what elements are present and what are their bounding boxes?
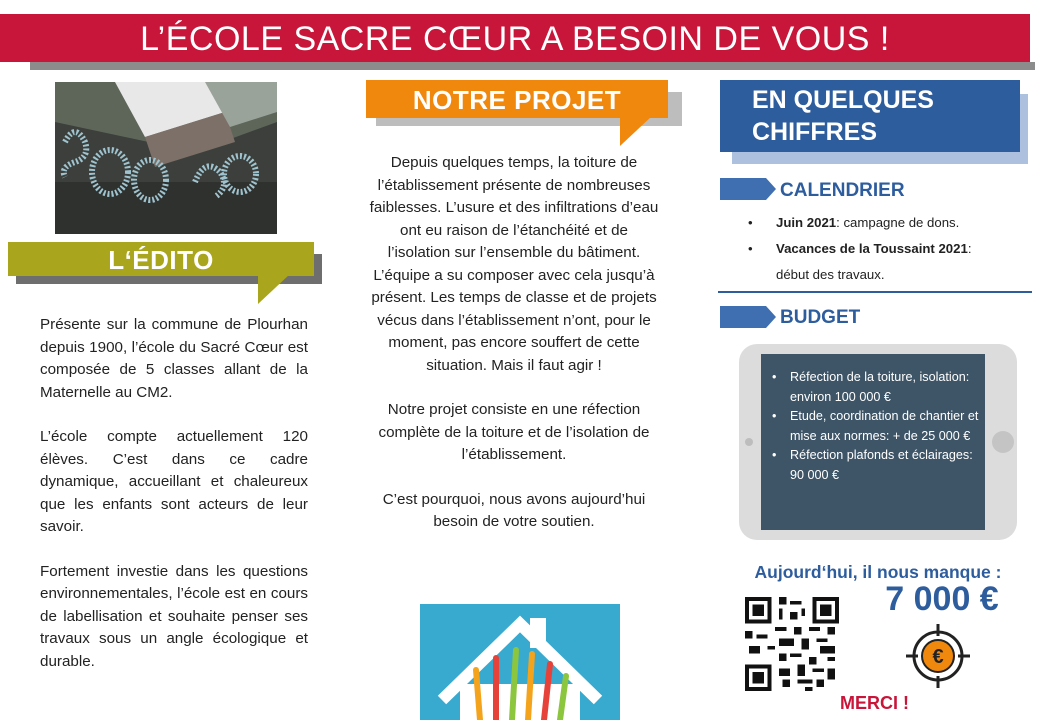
calendrier-item-date: Vacances de la Toussaint 2021 [776, 241, 968, 256]
bullet-icon: • [772, 409, 777, 423]
section-divider [718, 291, 1032, 293]
edito-paragraph: Présente sur la commune de Plourhan depuis 1900, l’école du Sacré Cœur est composée de 5 classes allant de la Maternelle au CM2. [40, 316, 308, 401]
euro-target-icon [904, 622, 972, 690]
budget-item [770, 407, 980, 446]
tablet-camera-icon [745, 438, 753, 446]
bullet-icon: • [772, 448, 777, 462]
calendrier-item-text: début des travaux. [776, 267, 885, 282]
budget-arrow-icon [720, 306, 776, 328]
banner-shadow [30, 62, 1035, 70]
budget-item-text: Réfection plafonds et éclairages: 90 000 € [790, 448, 973, 482]
edito-body [40, 314, 308, 695]
projet-paragraph: Notre projet consiste en une réfection complète de la toiture et de l’isolation de l’établissement. [378, 401, 650, 463]
calendrier-item-continued [748, 262, 1028, 288]
edito-paragraph: L’école compte actuellement 120 élèves. C’est dans ce cadre dynamique, accueillant et chaleureux que les enfants sont acteurs de leur savoir. [40, 428, 308, 535]
budget-item [770, 368, 980, 407]
tablet-home-button-icon [992, 431, 1014, 453]
calendrier-item [748, 210, 1028, 236]
projet-heading: NOTRE PROJET [412, 85, 622, 115]
calendrier-list [748, 210, 1028, 288]
budget-list [770, 368, 980, 485]
chiffres-heading-line: EN QUELQUES [752, 86, 934, 114]
edito-tag-tail [258, 274, 290, 304]
missing-amount-value: 7 000 € [885, 580, 999, 618]
calendrier-arrow-icon [720, 178, 776, 200]
page-title: L’ÉCOLE SACRE CŒUR A BESOIN DE VOUS ! [140, 20, 890, 58]
bullet-icon: • [748, 241, 753, 256]
projet-paragraph: Depuis quelques temps, la toiture de l’établissement présente de nombreuses faiblesses. L’usure et des infiltrations d’eau ont eu raison de l’étanchéité et de l’isolation sur l’ensemble du bâtiment. L’équipe a su composer avec cela jusqu’à présent. Les temps de classe et de projets vécus dans l’établissement n’ont, pour le moment, pas encore souffert de cette situation. Mais il faut agir ! [369, 154, 659, 374]
chiffres-heading-line: CHIFFRES [752, 118, 877, 146]
missing-amount-label: Aujourd‘hui, il nous manque : [754, 562, 1002, 582]
calendrier-title: CALENDRIER [780, 180, 905, 201]
school-aerial-photo [55, 82, 277, 234]
budget-item-text: Etude, coordination de chantier et mise aux normes: + de 25 000 € [790, 409, 979, 443]
budget-item-text: Réfection de la toiture, isolation: environ 100 000 € [790, 370, 970, 404]
calendrier-item [748, 236, 1028, 262]
budget-title: BUDGET [780, 307, 861, 328]
budget-item [770, 446, 980, 485]
calendrier-item-text: : campagne de dons. [836, 215, 960, 230]
projet-tag-tail [620, 116, 652, 146]
edito-paragraph: Fortement investie dans les questions environnementales, l’école est en cours de labellisation et souhaite penser ses travaux sous un angle écologique et durable. [40, 562, 308, 670]
thanks-text: MERCI ! [840, 693, 909, 713]
projet-body [368, 152, 660, 556]
euro-symbol: € [932, 646, 944, 668]
house-hands-illustration [420, 604, 620, 720]
bullet-icon: • [772, 370, 777, 384]
qr-code-icon[interactable] [745, 597, 839, 691]
edito-heading: L‘ÉDITO [108, 245, 214, 275]
bullet-icon: • [748, 215, 753, 230]
projet-paragraph: C’est pourquoi, nous avons aujourd’hui besoin de votre soutien. [382, 490, 646, 530]
calendrier-item-date: Juin 2021 [776, 215, 837, 230]
calendrier-item-text: : [967, 241, 972, 256]
chiffres-heading [752, 84, 1012, 148]
